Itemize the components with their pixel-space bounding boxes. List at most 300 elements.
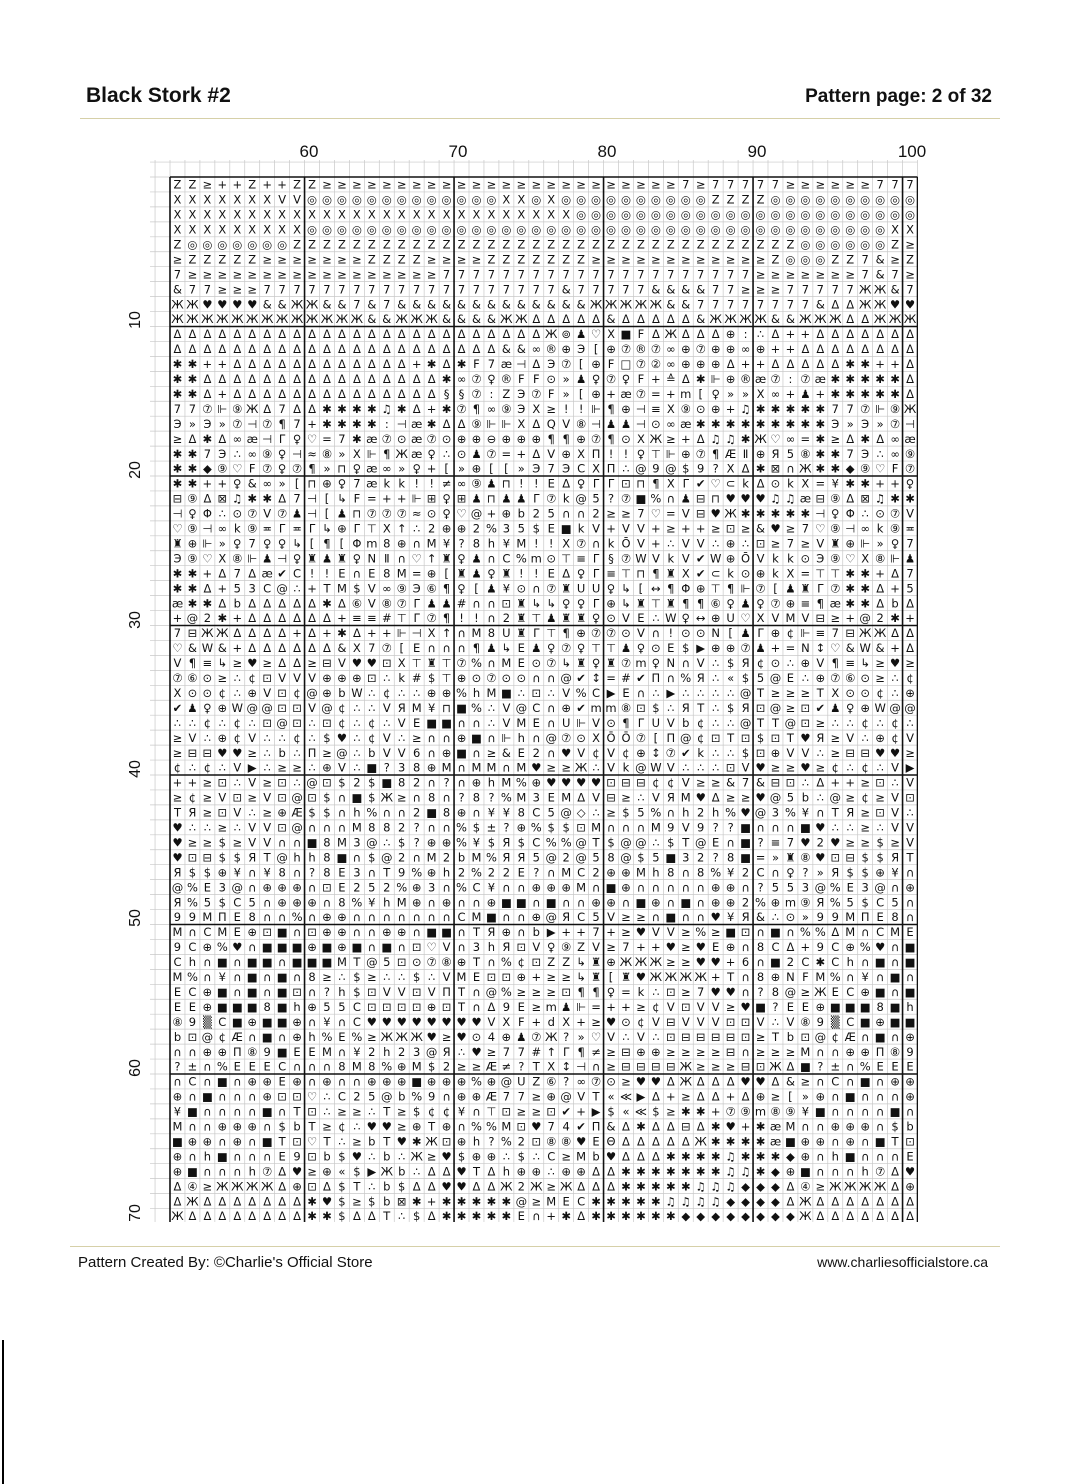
stitch-symbol: ¥ — [502, 581, 511, 596]
stitch-symbol: Δ — [547, 312, 556, 327]
stitch-symbol: Ж — [500, 1179, 513, 1194]
stitch-symbol: Δ — [293, 1209, 302, 1222]
stitch-symbol: ◎ — [740, 222, 751, 237]
stitch-symbol: 7 — [502, 267, 511, 282]
stitch-symbol: Δ — [323, 386, 331, 401]
stitch-symbol: X — [592, 461, 601, 476]
stitch-symbol: ! — [474, 611, 479, 626]
stitch-symbol: ◎ — [770, 207, 781, 222]
stitch-symbol: 5 — [203, 895, 212, 910]
stitch-symbol: ⊟ — [740, 1059, 751, 1074]
stitch-symbol: ⊕ — [725, 372, 736, 387]
stitch-symbol: ◎ — [905, 207, 916, 222]
stitch-symbol: ∩ — [397, 805, 406, 820]
stitch-symbol: V — [681, 536, 690, 551]
stitch-symbol: ✱ — [770, 401, 781, 416]
stitch-symbol: 2 — [517, 1134, 525, 1149]
stitch-symbol: ≥ — [621, 177, 631, 192]
stitch-symbol: 7 — [338, 431, 346, 446]
stitch-symbol: Δ — [592, 312, 601, 327]
stitch-symbol: ≥ — [516, 177, 527, 192]
stitch-symbol: ⑧ — [172, 1014, 183, 1029]
stitch-symbol: ♡ — [845, 551, 856, 566]
stitch-symbol: ✔ — [680, 745, 691, 760]
stitch-symbol: ∴ — [398, 730, 406, 745]
stitch-symbol: Я — [681, 700, 690, 715]
stitch-symbol: T — [532, 1059, 540, 1074]
stitch-symbol: 4 — [487, 1029, 496, 1044]
stitch-symbol: 7 — [712, 267, 720, 282]
stitch-symbol: ■ — [471, 730, 482, 745]
stitch-symbol: ✱ — [845, 566, 856, 581]
stitch-symbol: ♟ — [516, 1029, 527, 1044]
stitch-symbol: 5 — [592, 910, 600, 925]
stitch-symbol: X — [203, 207, 212, 222]
stitch-symbol: 9 — [263, 1044, 271, 1059]
stitch-symbol: ≥ — [322, 177, 332, 192]
stitch-symbol: ◎ — [471, 192, 482, 207]
stitch-symbol: ✱ — [307, 1194, 317, 1209]
stitch-symbol: ∩ — [307, 1074, 317, 1089]
stitch-symbol: ≖ — [262, 521, 272, 536]
stitch-symbol: ≥ — [695, 1044, 706, 1059]
stitch-symbol: Δ — [861, 327, 870, 342]
stitch-symbol: M — [172, 1119, 183, 1134]
stitch-symbol: C — [532, 700, 541, 715]
stitch-symbol: ✔ — [561, 1104, 571, 1119]
stitch-symbol: ® — [635, 342, 647, 357]
stitch-symbol: % — [291, 910, 303, 925]
stitch-symbol: & — [785, 312, 795, 327]
stitch-symbol: Z — [293, 237, 302, 252]
stitch-symbol: E — [547, 566, 555, 581]
stitch-symbol: V — [337, 760, 346, 775]
stitch-symbol: ■ — [276, 1044, 288, 1059]
stitch-symbol: Δ — [846, 431, 855, 446]
stitch-symbol: Z — [517, 252, 526, 267]
stitch-symbol: + — [486, 506, 497, 521]
stitch-symbol: ♥ — [575, 775, 587, 790]
stitch-symbol: ≥ — [561, 970, 571, 985]
stitch-symbol: Z — [622, 237, 630, 252]
stitch-symbol: ◎ — [785, 192, 796, 207]
stitch-symbol: ∴ — [652, 835, 660, 850]
stitch-symbol: ⊡ — [277, 775, 287, 790]
scan-edge-line — [2, 1340, 4, 1484]
stitch-symbol: Z — [741, 192, 750, 207]
stitch-symbol: ∩ — [875, 1104, 885, 1119]
stitch-symbol: ∴ — [442, 446, 451, 461]
stitch-symbol: 7 — [278, 282, 286, 297]
stitch-symbol: ⊕ — [367, 1074, 377, 1089]
stitch-symbol: ≥ — [441, 177, 452, 192]
stitch-symbol: X — [367, 207, 376, 222]
stitch-symbol: Δ — [711, 327, 720, 342]
stitch-symbol: ≥ — [396, 267, 407, 282]
stitch-symbol: ⊡ — [725, 521, 736, 536]
stitch-symbol: $ — [413, 970, 421, 985]
stitch-symbol: ? — [413, 820, 420, 835]
stitch-symbol: b — [383, 1149, 391, 1164]
stitch-symbol: X — [786, 566, 795, 581]
stitch-symbol: $ — [532, 521, 540, 536]
stitch-symbol: ≥ — [352, 1194, 362, 1209]
stitch-symbol: V — [562, 416, 571, 431]
stitch-symbol: Ж — [305, 297, 319, 312]
stitch-symbol: V — [367, 596, 376, 611]
stitch-symbol: ⑧ — [381, 596, 392, 611]
stitch-symbol: 3 — [861, 880, 869, 895]
stitch-symbol: 7 — [831, 401, 839, 416]
stitch-symbol: Δ — [846, 342, 855, 357]
stitch-symbol: ¢ — [203, 715, 212, 730]
row-number: 50 — [127, 909, 144, 927]
stitch-symbol: ✱ — [755, 401, 766, 416]
stitch-symbol: Z — [442, 237, 451, 252]
stitch-symbol: ✱ — [561, 1209, 571, 1222]
stitch-symbol: V — [771, 611, 780, 626]
stitch-symbol: 9 — [667, 820, 675, 835]
stitch-symbol: 5 — [517, 521, 525, 536]
stitch-symbol: Z — [562, 237, 571, 252]
stitch-symbol: ∞ — [381, 581, 392, 596]
stitch-symbol: ♜ — [441, 551, 452, 566]
stitch-symbol: ⊕ — [905, 685, 915, 700]
stitch-symbol: @ — [635, 835, 647, 850]
stitch-symbol: ♥ — [904, 1164, 916, 1179]
stitch-symbol: ∩ — [248, 1104, 257, 1119]
stitch-symbol: Γ — [817, 581, 824, 596]
stitch-symbol: ⊙ — [621, 1014, 631, 1029]
stitch-symbol: ⑦ — [755, 581, 766, 596]
stitch-symbol: V — [906, 820, 914, 835]
stitch-symbol: M — [800, 1044, 811, 1059]
stitch-symbol: ✱ — [471, 1209, 482, 1222]
stitch-symbol: ♟ — [546, 611, 557, 626]
stitch-symbol: ≥ — [621, 252, 631, 267]
stitch-symbol: Δ — [786, 357, 795, 372]
stitch-symbol: $ — [353, 581, 361, 596]
stitch-symbol: ⊕ — [441, 895, 452, 910]
stitch-symbol: Δ — [636, 1134, 645, 1149]
stitch-symbol: Δ — [517, 327, 526, 342]
stitch-symbol: ∩ — [487, 611, 496, 626]
stitch-symbol: ≥ — [247, 282, 258, 297]
stitch-symbol: ≥ — [187, 267, 198, 282]
stitch-symbol: ⊤ — [815, 566, 826, 581]
stitch-symbol: Δ — [876, 1194, 885, 1209]
stitch-symbol: ⑨ — [471, 416, 482, 431]
stitch-symbol: ◆ — [771, 1164, 780, 1179]
stitch-symbol: Ж — [634, 955, 648, 970]
stitch-symbol: ◎ — [650, 207, 661, 222]
stitch-symbol: C — [532, 835, 541, 850]
stitch-symbol: ♟ — [785, 581, 796, 596]
stitch-symbol: M — [202, 910, 213, 925]
stitch-symbol: ♥ — [605, 1149, 617, 1164]
stitch-symbol: ? — [488, 1134, 495, 1149]
stitch-symbol: ◎ — [800, 252, 811, 267]
stitch-symbol: » — [562, 372, 570, 387]
stitch-symbol: Δ — [367, 357, 376, 372]
stitch-symbol: ⑦ — [396, 596, 407, 611]
stitch-symbol: % — [456, 685, 467, 700]
stitch-symbol: 5 — [891, 895, 899, 910]
stitch-symbol: ∩ — [561, 895, 571, 910]
stitch-symbol: ∩ — [457, 760, 466, 775]
stitch-symbol: Δ — [427, 1179, 436, 1194]
stitch-symbol: ◎ — [875, 222, 886, 237]
stitch-symbol: F — [518, 372, 525, 387]
stitch-symbol: V — [607, 910, 615, 925]
stitch-symbol: ∴ — [368, 1104, 376, 1119]
stitch-symbol: ✱ — [695, 1164, 706, 1179]
stitch-symbol: ∩ — [726, 835, 735, 850]
stitch-symbol: ■ — [770, 925, 781, 940]
stitch-symbol: Ж — [664, 970, 678, 985]
stitch-symbol: Я — [502, 940, 511, 955]
stitch-symbol: ■ — [889, 999, 901, 1014]
stitch-symbol: ⊕ — [680, 357, 691, 372]
stitch-symbol: E — [472, 970, 481, 985]
stitch-symbol: X — [263, 222, 272, 237]
stitch-symbol: + — [875, 476, 885, 491]
stitch-symbol: m — [590, 700, 602, 715]
stitch-symbol: ∴ — [248, 805, 256, 820]
stitch-symbol: V — [233, 805, 242, 820]
stitch-symbol: ¶ — [577, 984, 585, 999]
stitch-symbol: æ — [904, 431, 916, 446]
stitch-symbol: Γ — [607, 476, 615, 491]
stitch-symbol: ¢ — [442, 1104, 451, 1119]
stitch-symbol: ∴ — [188, 760, 197, 775]
stitch-symbol: ✱ — [352, 416, 362, 431]
stitch-symbol: @ — [769, 671, 782, 686]
stitch-symbol: ⑦ — [904, 461, 916, 476]
stitch-symbol: ◎ — [845, 192, 856, 207]
stitch-symbol: Ⅱ — [383, 551, 390, 566]
stitch-symbol: @ — [381, 1089, 393, 1104]
stitch-symbol: ■ — [321, 955, 333, 970]
stitch-symbol: ■ — [829, 999, 841, 1014]
stitch-symbol: & — [516, 342, 526, 357]
stitch-symbol: ⑧ — [561, 1134, 572, 1149]
stitch-symbol: M — [785, 611, 796, 626]
stitch-symbol: 7 — [906, 282, 914, 297]
stitch-symbol: X — [666, 476, 675, 491]
stitch-symbol: ◎ — [531, 222, 542, 237]
page-indicator: Pattern page: 2 of 32 — [805, 86, 992, 107]
stitch-symbol: X — [547, 207, 556, 222]
stitch-symbol: ✱ — [621, 1179, 631, 1194]
stitch-symbol: % — [575, 685, 587, 700]
stitch-symbol: ∩ — [248, 865, 257, 880]
stitch-symbol: @ — [560, 671, 572, 686]
stitch-symbol: 2 — [741, 865, 750, 880]
stitch-symbol: ♀ — [576, 596, 586, 611]
stitch-symbol: Γ — [562, 1044, 570, 1059]
stitch-symbol: ♟ — [471, 551, 482, 566]
stitch-symbol: Э — [861, 416, 870, 431]
stitch-symbol: ✱ — [695, 372, 706, 387]
stitch-symbol: ∴ — [547, 685, 555, 700]
stitch-symbol: ± — [486, 820, 497, 835]
stitch-symbol: Ж — [679, 1074, 692, 1089]
stitch-symbol: ? — [817, 1059, 824, 1074]
stitch-symbol: X — [562, 536, 571, 551]
stitch-symbol: $ — [338, 1149, 346, 1164]
stitch-symbol: ≥ — [337, 267, 347, 282]
stitch-symbol: ♥ — [740, 491, 751, 506]
stitch-symbol: ∩ — [307, 820, 317, 835]
stitch-symbol: + — [576, 1104, 586, 1119]
stitch-symbol: ∩ — [905, 910, 915, 925]
stitch-symbol: 6 — [741, 955, 750, 970]
stitch-symbol: ⊡ — [441, 999, 452, 1014]
stitch-symbol: 7 — [517, 282, 525, 297]
stitch-symbol: ⊕ — [516, 1164, 527, 1179]
stitch-symbol: ♥ — [710, 984, 721, 999]
stitch-symbol: ◎ — [710, 207, 721, 222]
stitch-symbol: ⊟ — [770, 775, 781, 790]
stitch-symbol: ♟ — [471, 446, 482, 461]
stitch-symbol: ? — [757, 984, 764, 999]
stitch-symbol: Δ — [427, 1164, 436, 1179]
stitch-symbol: ≥ — [725, 790, 736, 805]
stitch-symbol: 5 — [786, 790, 795, 805]
stitch-symbol: ∩ — [547, 715, 556, 730]
stitch-symbol: ≥ — [277, 267, 287, 282]
stitch-symbol: $ — [353, 984, 361, 999]
stitch-symbol: $ — [547, 820, 555, 835]
stitch-symbol: $ — [861, 895, 869, 910]
stitch-symbol: ⑥ — [426, 581, 437, 596]
stitch-symbol: & — [471, 297, 481, 312]
stitch-symbol: ¥ — [263, 865, 271, 880]
stitch-symbol: ⑦ — [366, 506, 377, 521]
stitch-symbol: ♥ — [650, 1074, 662, 1089]
stitch-symbol: M — [680, 790, 691, 805]
stitch-symbol: ■ — [231, 1014, 243, 1029]
stitch-symbol: ◎ — [890, 192, 901, 207]
stitch-symbol: ⊡ — [800, 700, 811, 715]
stitch-symbol: b — [368, 745, 376, 760]
stitch-symbol: $ — [741, 671, 750, 686]
stitch-symbol: X — [173, 192, 182, 207]
stitch-symbol: ≥ — [860, 805, 870, 820]
stitch-symbol: æ — [246, 431, 258, 446]
stitch-symbol: ⊕ — [770, 745, 781, 760]
stitch-symbol: ♡ — [815, 521, 826, 536]
stitch-symbol: æ — [261, 566, 273, 581]
stitch-symbol: + — [426, 401, 437, 416]
stitch-symbol: 8 — [308, 970, 316, 985]
stitch-symbol: = — [322, 431, 332, 446]
stitch-symbol: Я — [502, 850, 511, 865]
stitch-symbol: b — [368, 1134, 376, 1149]
stitch-symbol: Δ — [846, 491, 855, 506]
stitch-symbol: ✱ — [890, 372, 900, 387]
stitch-symbol: ⊕ — [471, 461, 482, 476]
stitch-symbol: ≥ — [666, 955, 676, 970]
stitch-symbol: $ — [652, 700, 660, 715]
stitch-symbol: ≥ — [636, 177, 646, 192]
stitch-symbol: & — [217, 641, 227, 656]
stitch-symbol: Δ — [367, 327, 376, 342]
stitch-symbol: ∞ — [456, 476, 467, 491]
stitch-symbol: ∴ — [203, 730, 212, 745]
stitch-symbol: ◎ — [860, 237, 871, 252]
stitch-symbol: ■ — [216, 984, 228, 999]
stitch-symbol: M — [411, 1059, 422, 1074]
stitch-symbol: ∩ — [397, 551, 406, 566]
stitch-symbol: ⊓ — [337, 461, 347, 476]
stitch-symbol: 7 — [398, 282, 406, 297]
stitch-symbol: ∩ — [741, 984, 750, 999]
stitch-symbol: Δ — [622, 312, 630, 327]
stitch-symbol: 7 — [383, 282, 391, 297]
stitch-symbol: ¥ — [726, 865, 735, 880]
stitch-symbol: ∩ — [188, 925, 197, 940]
stitch-symbol: & — [501, 342, 511, 357]
stitch-symbol: 7 — [547, 282, 555, 297]
stitch-symbol: ◆ — [771, 1194, 780, 1209]
stitch-symbol: ■ — [904, 940, 916, 955]
stitch-symbol: C — [233, 895, 242, 910]
stitch-symbol: Δ — [502, 327, 511, 342]
stitch-symbol: 5 — [547, 805, 555, 820]
stitch-symbol: m — [754, 1104, 767, 1119]
stitch-symbol: ∩ — [651, 626, 661, 641]
stitch-symbol: ◎ — [695, 207, 706, 222]
stitch-symbol: ≥ — [411, 730, 422, 745]
stitch-symbol: 5 — [652, 850, 660, 865]
stitch-symbol: ⊟ — [725, 1044, 736, 1059]
stitch-symbol: Ж — [216, 1179, 229, 1194]
stitch-symbol: ⊓ — [636, 566, 646, 581]
stitch-symbol: + — [890, 581, 900, 596]
stitch-symbol: ⊡ — [396, 955, 407, 970]
stitch-symbol: ⊟ — [666, 1014, 676, 1029]
stitch-symbol: ♥ — [695, 790, 706, 805]
stitch-symbol: + — [606, 999, 616, 1014]
stitch-symbol: ⊡ — [666, 1029, 676, 1044]
stitch-symbol: ✱ — [352, 431, 362, 446]
stitch-symbol: Q — [546, 416, 556, 431]
stitch-symbol: 7 — [756, 177, 765, 192]
stitch-symbol: M — [411, 700, 422, 715]
stitch-symbol: ✱ — [740, 506, 751, 521]
stitch-symbol: ■ — [665, 850, 677, 865]
stitch-symbol: ♡ — [456, 506, 467, 521]
stitch-symbol: ≥ — [725, 1059, 736, 1074]
stitch-symbol: ≥ — [905, 656, 915, 671]
stitch-symbol: Δ — [891, 626, 900, 641]
stitch-symbol: $ — [652, 1104, 660, 1119]
stitch-symbol: ∴ — [413, 521, 421, 536]
stitch-symbol: ⊕ — [815, 1134, 826, 1149]
stitch-symbol: ∩ — [292, 925, 302, 940]
stitch-symbol: ⊕ — [262, 1089, 272, 1104]
stitch-symbol: Δ — [263, 1209, 272, 1222]
stitch-symbol: X — [233, 192, 242, 207]
stitch-symbol: ▶ — [367, 1164, 377, 1179]
stitch-symbol: 9 — [816, 910, 824, 925]
stitch-symbol: % — [186, 895, 198, 910]
stitch-symbol: ¢ — [906, 671, 914, 686]
stitch-symbol: C — [352, 999, 361, 1014]
stitch-symbol: E — [712, 940, 720, 955]
